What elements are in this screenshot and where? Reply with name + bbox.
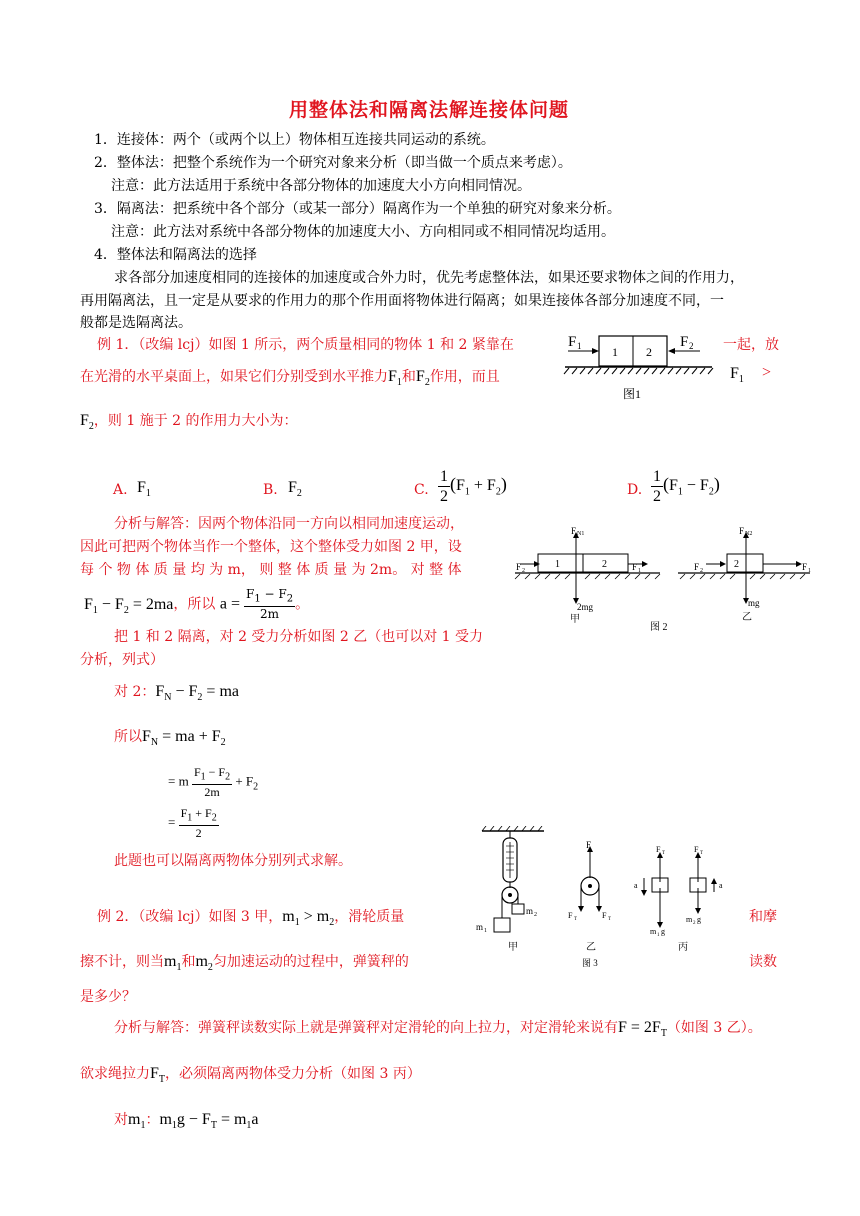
figure-2 <box>510 522 820 637</box>
condition-f1: $F_1$ <box>730 365 744 386</box>
svg-text:T: T <box>608 917 612 922</box>
svg-text:2: 2 <box>689 341 694 351</box>
example-1-line: 例 1．（改编 lcj）如图 1 所示，两个质量相同的物体 1 和 2 紧靠在 <box>97 337 514 353</box>
option-d-value: $\frac{1}{2}$ $(F_1 - F_2)$ <box>653 468 720 505</box>
example-2-line: 读数 <box>749 954 777 970</box>
analysis-1-line: 因此可把两个物体当作一个整体，这个整体受力如图 2 甲，设 <box>80 539 462 555</box>
svg-text:图1: 图1 <box>623 387 642 401</box>
svg-text:N1: N1 <box>577 531 585 537</box>
note-2: 注意：此方法适用于系统中各部分物体的加速度大小方向相同情况。 <box>111 178 531 194</box>
svg-text:2: 2 <box>734 559 739 570</box>
svg-text:T: T <box>700 851 704 856</box>
analysis-2-line: 分析与解答：弹簧秤读数实际上就是弹簧秤对定滑轮的向上拉力，对定滑轮来说有$F = 2F_T$（如图 3 乙）。 <box>114 1019 762 1040</box>
for-body-2: 对 2：$F_N - F_2$ = ma <box>114 683 239 704</box>
paragraph-line: 般都是选隔离法。 <box>80 315 192 331</box>
svg-text:F: F <box>586 840 592 850</box>
option-c-value: $\frac{1}{2}$ $(F_1 + F_2)$ <box>440 468 507 505</box>
example-2-line: 擦不计，则当$m_1$和$m_2$匀加速运动的过程中，弹簧秤的 <box>80 953 409 974</box>
so-line: 所以$F_N$ = ma + $F_2$ <box>114 728 226 749</box>
svg-text:F: F <box>694 845 699 854</box>
example-2-line: 和摩 <box>749 909 777 925</box>
svg-text:a: a <box>634 881 638 890</box>
item-4: 4．整体法和隔离法的选择 <box>94 247 257 263</box>
svg-text:m: m <box>650 927 657 936</box>
svg-text:1: 1 <box>484 928 487 934</box>
svg-text:T: T <box>662 851 666 856</box>
page-title: 用整体法和隔离法解连接体问题 <box>289 99 570 121</box>
svg-text:F: F <box>739 526 745 536</box>
svg-text:F: F <box>632 562 638 572</box>
paragraph-line: 求各部分加速度相同的连接体的加速度或合外力时，优先考虑整体法，如果还要求物体之间的作用力， <box>114 270 744 286</box>
svg-text:1: 1 <box>577 341 582 351</box>
svg-text:乙: 乙 <box>586 942 596 953</box>
note-3: 注意：此方法对系统中各部分物体的加速度大小、方向相同或不相同情况均适用。 <box>111 224 615 240</box>
item-2: 2．整体法：把整个系统作为一个研究对象来分析（即当做一个质点来考虑）。 <box>94 155 572 171</box>
svg-text:图 2: 图 2 <box>650 622 668 633</box>
svg-text:g: g <box>697 915 701 924</box>
option-c: C. <box>414 482 429 498</box>
svg-text:F: F <box>568 911 573 920</box>
analysis-2-line: 欲求绳拉力$F_T$，必须隔离两物体受力分析（如图 3 丙） <box>80 1065 421 1086</box>
item-1: 1．连接体：两个（或两个以上）物体相互连接共同运动的系统。 <box>94 132 495 148</box>
svg-text:F: F <box>516 562 522 572</box>
svg-text:a: a <box>719 881 723 890</box>
analysis-1-line: 分析与解答：因两个物体沿同一方向以相同加速度运动， <box>114 516 464 532</box>
alternative-note: 此题也可以隔离两物体分别列式求解。 <box>114 853 352 869</box>
svg-text:甲: 甲 <box>508 942 518 953</box>
svg-text:2: 2 <box>602 559 607 570</box>
svg-text:甲: 甲 <box>570 614 580 625</box>
analysis-1-line: 分析，列式） <box>80 652 164 668</box>
svg-text:m: m <box>476 922 484 932</box>
analysis-1-line: 把 1 和 2 隔离，对 2 受力分析如图 2 乙（也可以对 1 受力 <box>114 629 484 645</box>
svg-text:1: 1 <box>657 933 660 938</box>
example-1-line: $F_2$，则 1 施于 2 的作用力大小为： <box>80 412 298 433</box>
example-1-line: 一起，放 <box>723 337 779 353</box>
svg-text:N2: N2 <box>745 531 753 537</box>
derivation-step: = m $\frac{F_1 - F_2}{2m}$ + $F_2$ <box>168 765 259 800</box>
svg-text:图 3: 图 3 <box>582 958 598 968</box>
for-m1: 对$m_1$：$m_1g - F_T = m_1a$ <box>114 1111 259 1132</box>
example-2-line: 是多少？ <box>80 989 136 1005</box>
svg-text:2: 2 <box>693 921 696 926</box>
analysis-1-line: 每 个 物 体 质 量 均 为 m， 则 整 体 质 量 为 2m。 对 整 体 <box>80 562 462 578</box>
analysis-1-equation: $F_1 - F_2 = 2ma$，所以 a = $\frac{F_1 - F_2}{2m}$ 。 <box>84 587 310 622</box>
svg-text:F: F <box>568 334 577 350</box>
svg-text:2: 2 <box>646 345 652 359</box>
svg-text:1: 1 <box>638 568 641 574</box>
svg-text:1: 1 <box>808 568 811 574</box>
svg-text:2: 2 <box>534 912 537 918</box>
svg-text:F: F <box>602 911 607 920</box>
svg-text:m: m <box>686 915 693 924</box>
svg-text:F: F <box>656 845 661 854</box>
svg-text:2: 2 <box>700 568 703 574</box>
svg-text:2mg: 2mg <box>577 602 594 612</box>
svg-text:F: F <box>680 334 689 350</box>
item-3: 3．隔离法：把系统中各个部分（或某一部分）隔离作为一个单独的研究对象来分析。 <box>94 201 621 217</box>
option-b: B. <box>263 482 278 498</box>
example-1-line: 在光滑的水平桌面上，如果它们分别受到水平推力$F_1$和$F_2$作用，而且 <box>80 368 500 389</box>
paragraph-line: 再用隔离法，且一定是从要求的作用力的那个作用面将物体进行隔离；如果连接体各部分加速度不同，一 <box>80 293 724 309</box>
svg-text:乙: 乙 <box>742 612 752 623</box>
figure-3 <box>472 826 762 976</box>
option-a: A. <box>113 482 128 498</box>
svg-text:F: F <box>571 526 577 536</box>
derivation-result: = $\frac{F_1 + F_2}{2}$ <box>168 806 217 841</box>
figure-1 <box>560 328 720 406</box>
option-d: D. <box>627 482 643 498</box>
svg-text:F: F <box>802 562 808 572</box>
example-2-line: 例 2．（改编 lcj）如图 3 甲，$m_1 > m_2$，滑轮质量 <box>97 908 405 929</box>
option-a-value: $F_1$ <box>137 479 151 500</box>
condition-gt: > <box>762 364 772 381</box>
svg-text:1: 1 <box>612 345 618 359</box>
svg-text:2: 2 <box>522 568 525 574</box>
svg-text:F: F <box>694 562 700 572</box>
svg-text:丙: 丙 <box>678 942 688 953</box>
svg-text:m: m <box>526 906 534 916</box>
svg-text:1: 1 <box>555 559 560 570</box>
option-b-value: $F_2$ <box>288 479 302 500</box>
svg-text:g: g <box>661 927 665 936</box>
svg-text:mg: mg <box>748 598 760 608</box>
svg-text:T: T <box>574 917 578 922</box>
